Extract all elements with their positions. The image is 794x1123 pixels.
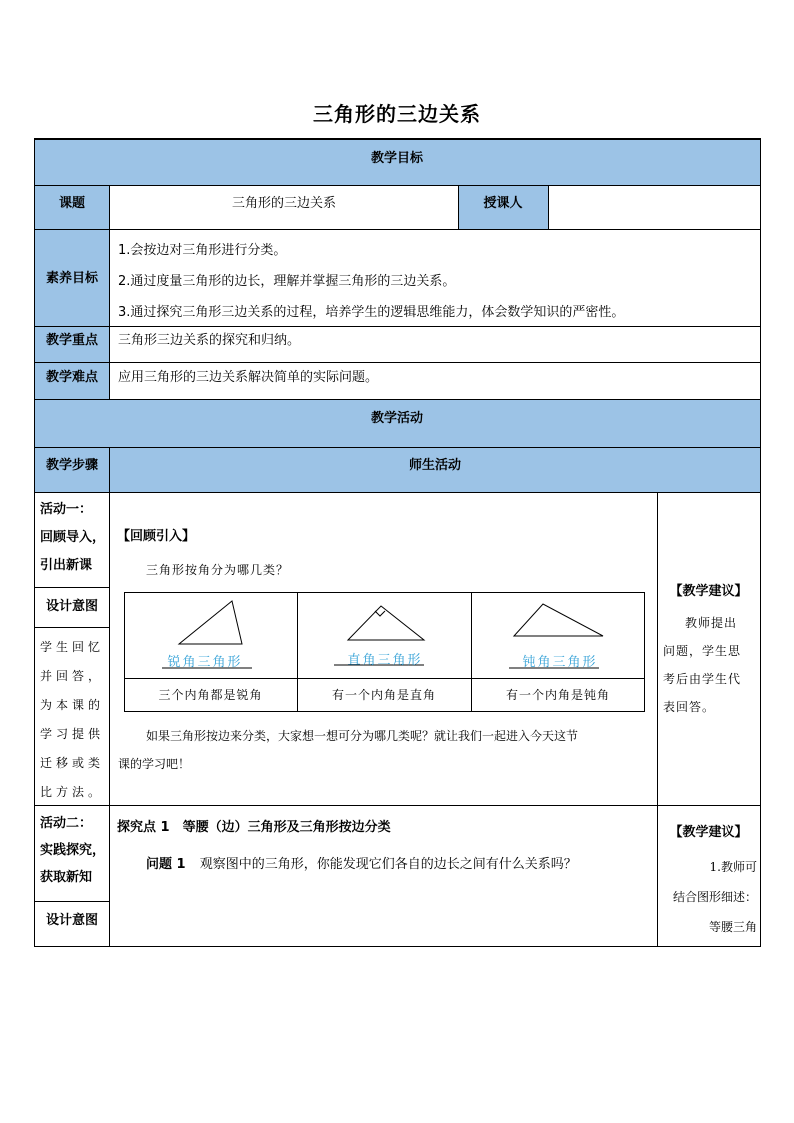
goals-label: 素养目标	[45, 271, 98, 286]
right-triangle-name: 直角三角形	[347, 653, 423, 668]
keypoints-value: 三角形三边关系的探究和归纳。	[118, 333, 301, 348]
activity2-design-label-text: 设计意图	[45, 913, 98, 928]
right-triangle-caption: 有一个内角是直角	[331, 688, 436, 702]
activity1-transition	[118, 722, 654, 778]
section-activities-label: 教学活动	[370, 411, 423, 426]
topic-value: 三角形的三边关系	[231, 196, 336, 211]
difficulty-label: 教学难点	[45, 370, 98, 385]
steps-header: 师生活动	[408, 458, 461, 473]
teacher-label-cell	[458, 185, 548, 229]
suggestion-line: 考后由学生代	[663, 672, 742, 686]
teacher-value-cell[interactable]	[548, 185, 760, 229]
design-text-line: 迁移或类	[40, 756, 105, 770]
suggestion-line: 教师提出	[685, 616, 738, 630]
activity1-design-label-text: 设计意图	[45, 599, 98, 614]
teacher-label: 授课人	[483, 196, 523, 211]
obtuse-triangle-caption: 有一个内角是钝角	[505, 688, 610, 702]
section-objectives-label: 教学目标	[370, 151, 423, 166]
question-label: 问题 1	[146, 857, 186, 872]
suggestion-line: 结合图形细述：	[672, 890, 757, 904]
acute-triangle	[179, 601, 242, 644]
goal-item: 1.会按边对三角形进行分类。	[118, 243, 287, 258]
design-text-line: 学生回忆	[40, 640, 105, 654]
steps-label-cell	[34, 447, 110, 492]
acute-triangle-caption: 三个内角都是锐角	[158, 688, 263, 702]
obtuse-triangle	[514, 604, 603, 636]
activity1-design-label	[34, 592, 110, 622]
suggestion-line: 表回答。	[663, 700, 716, 714]
goal-item: 3.通过探究三角形三边关系的过程，培养学生的逻辑思维能力，体会数学知识的严密性。	[118, 305, 625, 320]
suggestion-line: 1.教师可	[709, 860, 757, 874]
section-header-objectives	[34, 139, 760, 185]
acute-triangle-name: 锐角三角形	[167, 655, 243, 670]
page-title: 三角形的三边关系	[313, 102, 481, 126]
suggestion-line: 问题，学生思	[663, 644, 742, 658]
design-text-line: 比方法。	[40, 785, 105, 799]
transition-line: 如果三角形按边来分类，大家想一想可分为哪几类呢？就让我们一起进入今天这节	[146, 729, 579, 743]
activity2-label-line: 实践探究，	[40, 843, 106, 858]
keypoints-value-cell	[110, 326, 760, 362]
section-header-activities	[34, 399, 760, 447]
goals-list	[110, 229, 760, 326]
activity2-explore-title: 探究点 1 等腰（边）三角形及三角形按边分类	[117, 820, 391, 835]
activity1-suggestion	[663, 609, 757, 721]
activity2-suggestion-title: 【教学建议】	[669, 825, 748, 840]
difficulty-value-cell	[110, 362, 760, 399]
design-text-line: 并回答，	[40, 669, 105, 683]
activity2-label-line: 获取新知	[40, 870, 93, 885]
keypoints-label-cell	[34, 326, 110, 362]
activity1-design-text	[40, 633, 108, 807]
activity2-suggestion	[661, 852, 757, 942]
design-text-line: 学习提供	[40, 727, 105, 741]
suggestion-line: 等腰三角	[708, 920, 757, 934]
activity1-label-line: 引出新课	[40, 558, 93, 573]
question-text: 观察图中的三角形，你能发现它们各自的边长之间有什么关系吗？	[199, 857, 577, 872]
activity2-label	[34, 810, 110, 891]
activity2-label-line: 活动二：	[40, 816, 93, 831]
activity1-suggestion-title: 【教学建议】	[669, 584, 748, 599]
topic-value-cell	[110, 185, 458, 229]
difficulty-value: 应用三角形的三边关系解决简单的实际问题。	[118, 370, 379, 385]
activity2-question	[146, 853, 577, 872]
activity1-section-tag: 【回顾引入】	[117, 529, 196, 544]
difficulty-label-cell	[34, 362, 110, 399]
activity1-label-line: 回顾导入，	[40, 530, 106, 545]
activity2-design-label	[34, 906, 110, 936]
steps-label: 教学步骤	[45, 458, 98, 473]
steps-header-cell	[110, 447, 760, 492]
keypoints-label: 教学重点	[45, 333, 98, 348]
obtuse-triangle-name: 钝角三角形	[522, 655, 598, 670]
topic-label: 课题	[58, 196, 85, 211]
activity1-label	[34, 496, 110, 580]
design-text-line: 为本课的	[40, 698, 105, 712]
goals-label-cell	[34, 229, 110, 326]
topic-label-cell	[34, 185, 110, 229]
activity1-label-line: 活动一：	[40, 502, 93, 517]
goal-item: 2.通过度量三角形的边长，理解并掌握三角形的三边关系。	[118, 274, 456, 289]
activity1-question: 三角形按角分为哪几类？	[146, 563, 290, 577]
transition-line: 课的学习吧！	[118, 757, 191, 771]
right-triangle	[348, 606, 424, 640]
